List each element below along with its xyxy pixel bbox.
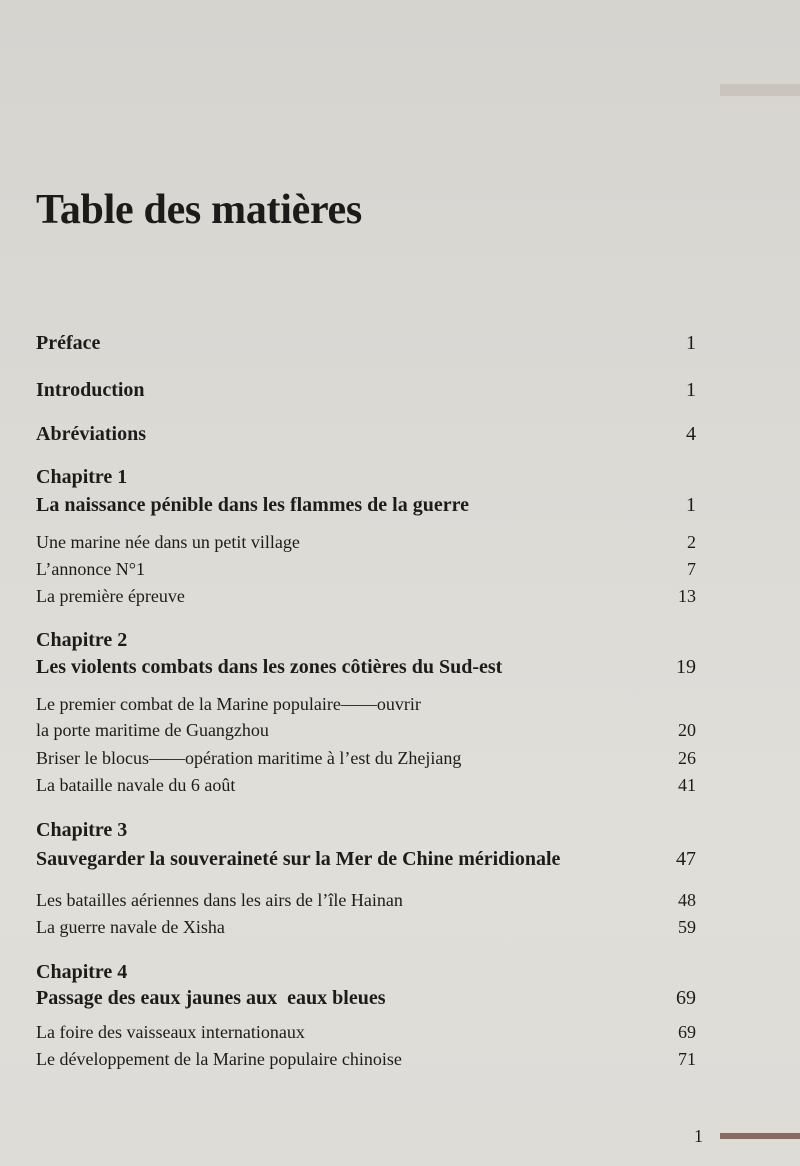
toc-section-label: Les batailles aériennes dans les airs de l’île Hainan	[36, 890, 403, 910]
toc-entry-page: 1	[686, 332, 696, 354]
toc-section-page: 7	[687, 559, 696, 579]
toc-chapter-title: Passage des eaux jaunes aux eaux bleues	[36, 987, 386, 1009]
toc-entry-introduction[interactable]	[36, 379, 696, 402]
toc-entry-label: Abréviations	[36, 423, 146, 445]
toc-entry-label: Préface	[36, 332, 101, 354]
toc-entry-page: 4	[686, 423, 696, 445]
toc-section-label: La bataille navale du 6 août	[36, 775, 236, 795]
toc-section[interactable]	[36, 559, 696, 580]
page-title: Table des matières	[36, 187, 362, 233]
toc-section[interactable]	[36, 1049, 696, 1070]
toc-section-page: 20	[678, 720, 696, 740]
toc-chapter-title: La naissance pénible dans les flammes de la guerre	[36, 494, 469, 516]
toc-chapter-1[interactable]	[36, 494, 696, 517]
chapter-3-label: Chapitre 3	[36, 819, 128, 841]
toc-section-label: L’annonce N°1	[36, 559, 146, 579]
toc-section-page: 71	[678, 1049, 696, 1069]
chapter-2-label: Chapitre 2	[36, 629, 128, 651]
chapter-4-label: Chapitre 4	[36, 961, 128, 983]
toc-chapter-title: Les violents combats dans les zones côtières du Sud-est	[36, 656, 503, 678]
toc-entry-preface[interactable]	[36, 332, 696, 355]
toc-section-label: La guerre navale de Xisha	[36, 917, 225, 937]
toc-section-label: Briser le blocus——opération maritime à l’est du Zhejiang	[36, 748, 462, 768]
toc-entry-page: 19	[676, 656, 696, 678]
toc-section[interactable]	[36, 775, 696, 796]
toc-section[interactable]	[36, 748, 696, 769]
toc-section-label: La première épreuve	[36, 586, 185, 606]
toc-entry-label: Introduction	[36, 379, 145, 401]
toc-chapter-2[interactable]	[36, 656, 696, 679]
toc-section[interactable]	[36, 1022, 696, 1043]
toc-chapter-3[interactable]	[36, 848, 696, 871]
toc-section-page: 59	[678, 917, 696, 937]
toc-section-label: Une marine née dans un petit village	[36, 532, 300, 552]
toc-chapter-title: Sauvegarder la souveraineté sur la Mer de Chine méridionale	[36, 848, 561, 870]
folio-rule	[720, 1133, 800, 1139]
toc-section[interactable]	[36, 532, 696, 553]
toc-section-page: 48	[678, 890, 696, 910]
toc-section-page: 41	[678, 775, 696, 795]
toc-entry-page: 47	[676, 848, 696, 870]
toc-section[interactable]	[36, 586, 696, 607]
toc-section[interactable]	[36, 720, 696, 741]
page-number: 1	[694, 1126, 703, 1146]
toc-entry-page: 69	[676, 987, 696, 1009]
toc-section-label: La foire des vaisseaux internationaux	[36, 1022, 305, 1042]
chapter-1-label: Chapitre 1	[36, 466, 128, 488]
toc-entry-page: 1	[686, 379, 696, 401]
toc-section-page: 26	[678, 748, 696, 768]
toc-section-page: 2	[687, 532, 696, 552]
toc-chapter-4[interactable]	[36, 987, 696, 1010]
toc-section[interactable]	[36, 890, 696, 911]
toc-entry-abbreviations[interactable]	[36, 423, 696, 446]
toc-entry-page: 1	[686, 494, 696, 516]
running-header-mark	[720, 84, 800, 96]
toc-section-line1: Le premier combat de la Marine populaire——ouvrir	[36, 694, 421, 714]
toc-section[interactable]	[36, 917, 696, 938]
toc-section-label: Le développement de la Marine populaire chinoise	[36, 1049, 402, 1069]
toc-section-page: 13	[678, 586, 696, 606]
toc-section-label: la porte maritime de Guangzhou	[36, 720, 269, 740]
toc-section-page: 69	[678, 1022, 696, 1042]
